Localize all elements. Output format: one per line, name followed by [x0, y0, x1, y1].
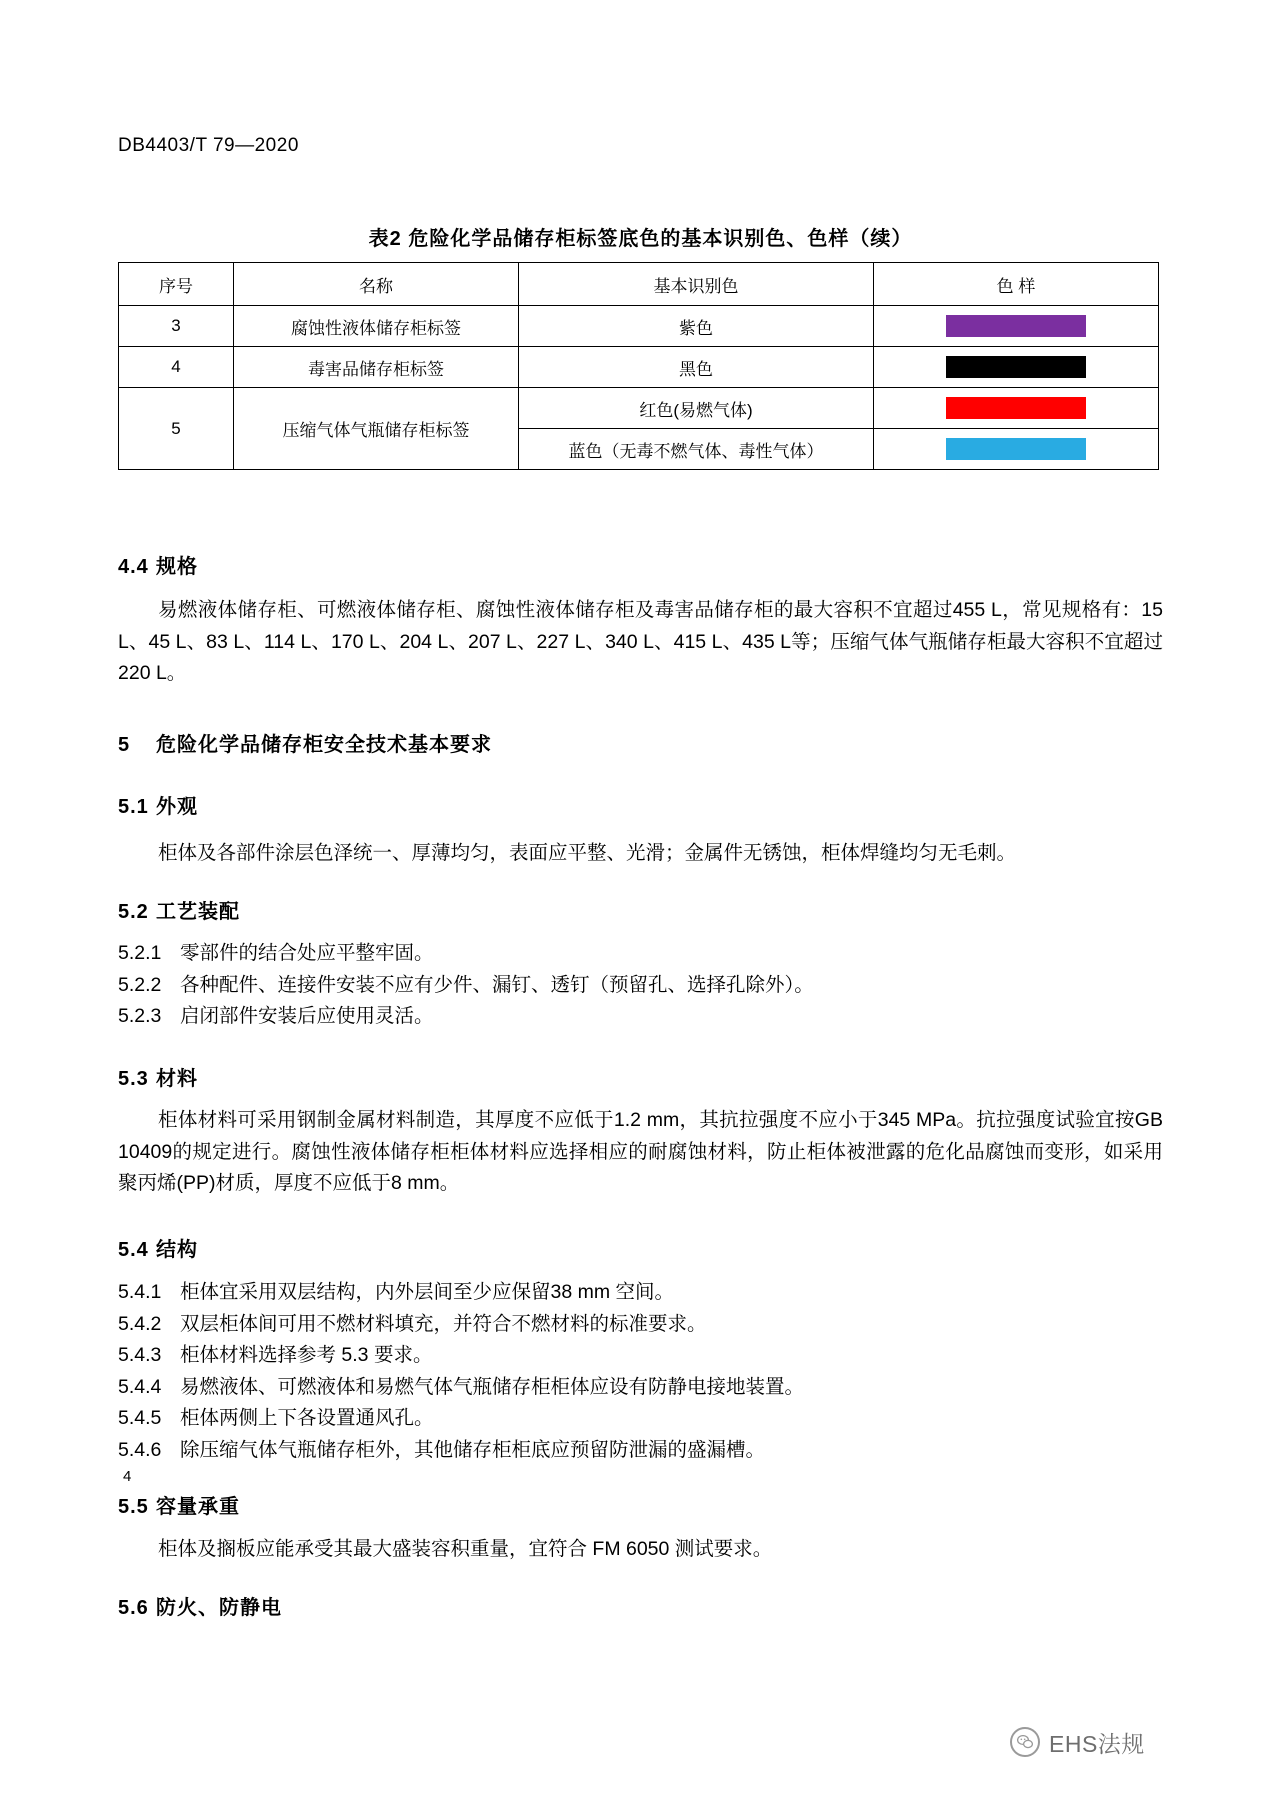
paragraph-5-5: 柜体及搁板应能承受其最大盛装容积重量，宜符合 FM 6050 测试要求。 — [158, 1538, 773, 1560]
wechat-icon — [1010, 1727, 1040, 1757]
clause-5-4-1 — [118, 1277, 1163, 1309]
section-heading-5 — [118, 728, 1163, 757]
clause-number: 5.2.2 — [118, 973, 162, 996]
clause-number: 5.4.5 — [118, 1407, 162, 1430]
clause-5-4-4 — [118, 1372, 1163, 1404]
clause-list-5-2 — [118, 938, 1163, 1033]
section-number: 5.3 — [118, 1068, 149, 1090]
section-number: 5.4 — [118, 1239, 149, 1261]
clause-number: 5.4.6 — [118, 1438, 162, 1461]
section-title: 工艺装配 — [156, 901, 240, 923]
section-heading-5-6 — [118, 1591, 1163, 1620]
column-header-swatch: 色 样 — [874, 263, 1159, 306]
section-heading-5-2 — [118, 895, 1163, 924]
cell-swatch — [874, 347, 1159, 388]
table-row — [119, 388, 1159, 429]
section-title: 容量承重 — [156, 1496, 240, 1518]
section-heading-5-3 — [118, 1062, 1163, 1091]
clause-number: 5.4.4 — [118, 1375, 162, 1398]
section-title: 结构 — [156, 1239, 198, 1261]
cell-color-name: 红色(易燃气体) — [519, 388, 874, 429]
watermark-label: EHS法规 — [1049, 1730, 1145, 1757]
clause-5-4-5 — [118, 1403, 1163, 1435]
clause-text: 柜体材料选择参考 5.3 要求。 — [180, 1344, 433, 1367]
clause-list-5-4 — [118, 1277, 1163, 1466]
section-heading-4-4 — [118, 550, 1163, 579]
section-title: 材料 — [156, 1068, 198, 1090]
cell-name: 腐蚀性液体储存柜标签 — [234, 306, 519, 347]
clause-text: 各种配件、连接件安装不应有少件、漏钉、透钉（预留孔、选择孔除外）。 — [180, 973, 814, 996]
section-number: 4.4 — [118, 556, 149, 578]
color-swatch — [946, 356, 1086, 378]
section-number: 5.6 — [118, 1597, 149, 1619]
clause-5-2-1 — [118, 938, 1163, 970]
page-number: 4 — [123, 1468, 132, 1485]
table-row — [119, 347, 1159, 388]
paragraph-5-3: 柜体材料可采用钢制金属材料制造，其厚度不应低于1.2 mm，其抗拉强度不应小于345 MPa。抗拉强度试验宜按GB 10409的规定进行。腐蚀性液体储存柜柜体材料应选择相应的耐腐蚀材料，防止柜体被泄露的危化品腐蚀而变形，如采用聚丙烯(PP)材质，厚度不应低于8 mm。 — [118, 1109, 1163, 1195]
section-number: 5.1 — [118, 796, 149, 818]
color-identification-table — [118, 262, 1159, 470]
section-heading-5-4 — [118, 1233, 1163, 1262]
clause-5-4-2 — [118, 1309, 1163, 1341]
color-swatch — [946, 315, 1086, 337]
clause-5-4-6 — [118, 1435, 1163, 1467]
clause-text: 除压缩气体气瓶储存柜外，其他储存柜柜底应预留防泄漏的盛漏槽。 — [180, 1438, 766, 1461]
cell-name: 压缩气体气瓶储存柜标签 — [234, 388, 519, 470]
section-title: 规格 — [156, 556, 198, 578]
cell-swatch — [874, 388, 1159, 429]
color-swatch — [946, 438, 1086, 460]
clause-number: 5.4.2 — [118, 1312, 162, 1335]
clause-5-2-2 — [118, 970, 1163, 1002]
column-header-identification-color: 基本识别色 — [519, 263, 874, 306]
clause-text: 柜体两侧上下各设置通风孔。 — [180, 1407, 434, 1430]
clause-number: 5.2.3 — [118, 1005, 162, 1028]
cell-no: 4 — [119, 347, 234, 388]
clause-text: 双层柜体间可用不燃材料填充，并符合不燃材料的标准要求。 — [180, 1312, 707, 1335]
cell-color-name: 黑色 — [519, 347, 874, 388]
clause-text: 零部件的结合处应平整牢固。 — [180, 942, 434, 964]
page-header-standard-code: DB4403/T 79—2020 — [118, 135, 299, 156]
clause-number: 5.4.1 — [118, 1281, 162, 1303]
cell-swatch — [874, 306, 1159, 347]
color-swatch — [946, 397, 1086, 419]
cell-color-name: 蓝色（无毒不燃气体、毒性气体） — [519, 429, 874, 470]
section-title: 防火、防静电 — [156, 1597, 282, 1619]
section-heading-5-1 — [118, 790, 1163, 819]
section-heading-5-5 — [118, 1490, 1163, 1519]
column-header-no: 序号 — [119, 263, 234, 306]
paragraph-5-1: 柜体及各部件涂层色泽统一、厚薄均匀，表面应平整、光滑；金属件无锈蚀，柜体焊缝均匀无毛刺。 — [158, 842, 1017, 864]
cell-no: 5 — [119, 388, 234, 470]
table-header-row — [119, 263, 1159, 306]
cell-no: 3 — [119, 306, 234, 347]
section-number: 5.5 — [118, 1496, 149, 1518]
table-row — [119, 306, 1159, 347]
clause-number: 5.2.1 — [118, 942, 162, 964]
cell-color-name: 紫色 — [519, 306, 874, 347]
column-header-name: 名称 — [234, 263, 519, 306]
section-number: 5 — [118, 734, 131, 756]
clause-text: 启闭部件安装后应使用灵活。 — [180, 1005, 434, 1028]
cell-swatch — [874, 429, 1159, 470]
watermark — [1010, 1718, 1250, 1766]
clause-5-2-3 — [118, 1001, 1163, 1033]
paragraph-4-4: 易燃液体储存柜、可燃液体储存柜、腐蚀性液体储存柜及毒害品储存柜的最大容积不宜超过455 L，常见规格有：15 L、45 L、83 L、114 L、170 L、204 L、207 L、227 L、340 L、415 L、435 L等；压缩气体气瓶储存柜最大容积不宜超过 220 L。 — [118, 599, 1163, 685]
section-number: 5.2 — [118, 901, 149, 923]
section-title: 危险化学品储存柜安全技术基本要求 — [156, 734, 492, 756]
section-title: 外观 — [156, 796, 198, 818]
table-caption: 表2 危险化学品储存柜标签底色的基本识别色、色样（续） — [368, 228, 913, 250]
clause-text: 柜体宜采用双层结构，内外层间至少应保留38 mm 空间。 — [180, 1281, 675, 1303]
cell-name: 毒害品储存柜标签 — [234, 347, 519, 388]
clause-5-4-3 — [118, 1340, 1163, 1372]
clause-text: 易燃液体、可燃液体和易燃气体气瓶储存柜柜体应设有防静电接地装置。 — [180, 1375, 805, 1398]
clause-number: 5.4.3 — [118, 1344, 162, 1367]
